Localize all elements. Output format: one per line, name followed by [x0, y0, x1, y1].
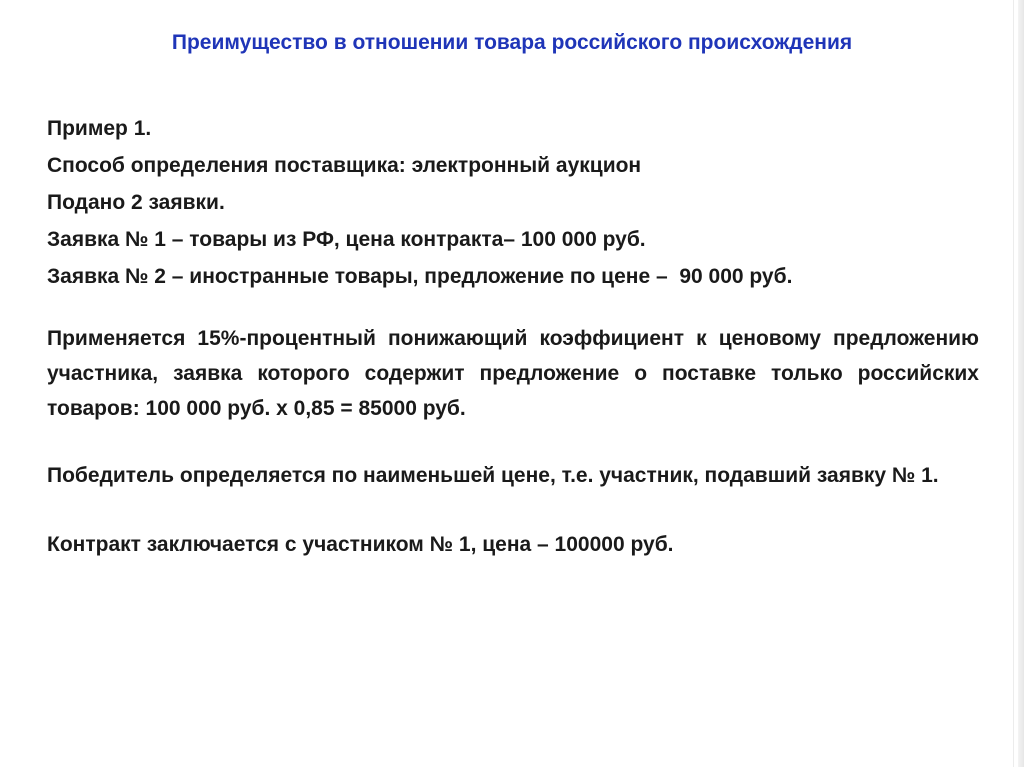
application-2: Заявка № 2 – иностранные товары, предложение по цене – 90 000 руб.	[47, 265, 793, 288]
application-1: Заявка № 1 – товары из РФ, цена контракта– 100 000 руб.	[47, 228, 646, 251]
slide-edge-line	[1013, 0, 1014, 767]
slide-body	[47, 110, 979, 562]
applications-count: Подано 2 заявки.	[47, 191, 225, 214]
slide-title: Преимущество в отношении товара российского происхождения	[171, 31, 853, 54]
example-heading: Пример 1.	[47, 117, 152, 140]
winner-paragraph: Победитель определяется по наименьшей цене, т.е. участник, подавший заявку № 1.	[47, 464, 939, 487]
spacer	[47, 493, 979, 527]
spacer	[47, 295, 979, 321]
procurement-method: Способ определения поставщика: электронный аукцион	[47, 154, 642, 177]
spacer	[47, 426, 979, 458]
coefficient-paragraph: Применяется 15%-процентный понижающий коэффициент к ценовому предложению участника, заявка которого содержит предложение о поставке только российских товаров: 100 000 руб. х 0,85 = 85000 руб.	[47, 327, 979, 420]
contract-paragraph: Контракт заключается с участником № 1, цена – 100000 руб.	[47, 533, 674, 556]
slide-edge-shadow	[1018, 0, 1024, 767]
